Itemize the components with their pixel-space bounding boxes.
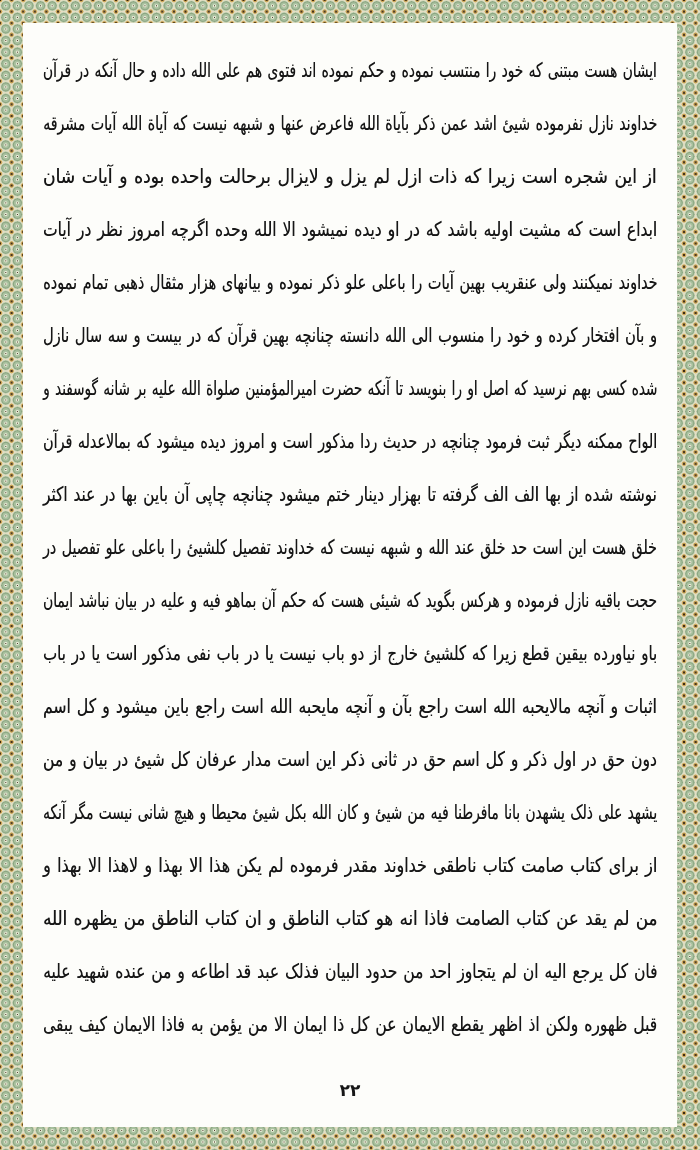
text-line [43, 626, 657, 679]
text-block [43, 43, 657, 1050]
line-text: من لم یقد عن کتاب الصامت فاذا انه هو کتاب الناطق و ان کتاب الناطق من یظهره الله [42, 905, 657, 930]
text-line [43, 732, 657, 785]
text-line [43, 255, 657, 308]
text-line [43, 96, 657, 149]
text-line [43, 679, 657, 732]
line-text: نوشته شده از بها الف الف گرفته تا بهزار دینار ختم میشود چنانچه چاپی آن باین بها در عند اکثر [43, 481, 657, 506]
line-text: از برای کتاب صامت کتاب ناطقی خداوند مقدر فرموده لم یکن هذا الا بهذا و لاهذا الا بهذا و [42, 852, 657, 877]
page-number: ۲۲ [339, 1081, 361, 1101]
line-text: شده کسی بهم نرسید که اصل او را بنویسد تا آنکه حضرت امیرالمؤمنین صلواة الله علیه بر شانه گوسفند و [42, 375, 657, 400]
line-text: فان کل یرجع الیه ان لم یتجاوز احد من حدود البیان فذلک عبد قد اطاعه و من عنده شهید علیه [42, 958, 657, 983]
text-line [43, 520, 657, 573]
text-line [43, 785, 657, 838]
line-text: خداوند نازل نفرموده شیئ اشد عمن ذکر بآیاة الله فاعرض عنها و شبهه نیست که آیاة الله آیات مشرقه [42, 110, 657, 135]
text-line [43, 43, 657, 96]
line-text: الواح ممکنه دیگر ثبت فرمود چنانچه در حدیث ردا مذکور است و امروز دیده میشود که بمالاعدله قرآن [42, 428, 657, 453]
text-line [43, 202, 657, 255]
line-text: از این شجره است زیرا که ذات ازل لم یزل و لایزال برحالت واحده بوده و آیات شان [43, 163, 657, 188]
line-text: و بآن افتخار کرده و خود را منسوب الی الله دانسته چنانچه بهین قرآن که در بیست و سه سال نازل [43, 322, 657, 347]
text-line [43, 308, 657, 361]
line-text: ابداع است که مشیت اولیه باشد که در او دیده نمیشود الا الله وحده اگرچه امروز نظر در آیات [42, 216, 657, 241]
line-text: یشهد علی ذلک یشهدن بانا مافرطنا فیه من شیئ و کان الله بکل شیئ محیطا و هیچ شانی نیست مگر آنکه [42, 799, 657, 824]
line-text: حجت باقیه نازل فرموده و هرکس بگوید که شیئی هست که حکم آن بماهو فیه و علیه در بیان نباشد ایمان [43, 587, 657, 612]
line-text: باو نیاورده بیقین قطع زیرا که کلشیئ خارج از دو باب نیست یا در باب نفی مذکور است یا در باب [42, 640, 657, 665]
text-line [43, 573, 657, 626]
text-line [43, 891, 657, 944]
line-text: اثبات و آنچه مالایحبه الله است راجع بآن و آنچه مایحبه الله است راجع باین میشود و کل اسم [43, 693, 657, 718]
text-line [43, 467, 657, 520]
manuscript-page [23, 23, 677, 1127]
text-line [43, 361, 657, 414]
line-text: خلق هست این است حد خلق عند الله و شبهه نیست که خداوند تفصیل کلشیئ را باعلی علو تفصیل در [43, 534, 657, 559]
line-text: ایشان هست مبتنی که خود را منتسب نموده و حکم نموده اند فتوی هم علی الله داده و حال آنکه در قرآن [43, 57, 657, 82]
line-text: خداوند نمیکنند ولی عنقریب بهین آیات را باعلی علو ذکر نموده و بیانهای هزار مثقال ذهبی تمام نموده [42, 269, 657, 294]
line-text: دون حق در اول ذکر و کل اسم حق در ثانی ذکر این است مدار عرفان کل شیئ در بیان و من [43, 746, 657, 771]
text-line [43, 997, 657, 1050]
line-text: قبل ظهوره ولکن اذ اظهر یقطع الایمان عن کل ذا ایمان الا من یؤمن به فاذا الایمان کیف یبقی [42, 1011, 657, 1036]
text-line [43, 944, 657, 997]
text-line [43, 149, 657, 202]
text-line [43, 414, 657, 467]
text-line [43, 838, 657, 891]
